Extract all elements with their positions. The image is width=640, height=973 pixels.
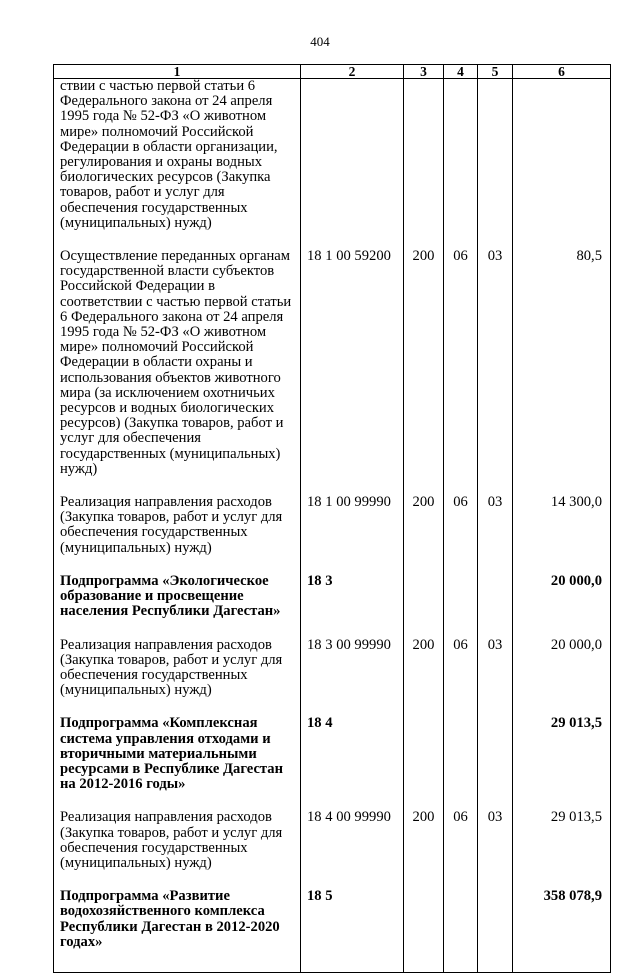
row-sum: 358 078,9: [513, 889, 611, 972]
row-rz: [444, 889, 478, 972]
row-rz: [444, 79, 478, 250]
row-pr: 03: [478, 495, 513, 574]
row-sum: [513, 79, 611, 250]
row-vr: 200: [404, 495, 444, 574]
page-number: 404: [310, 34, 330, 49]
row-name: Реализация направления расходов (Закупка товаров, работ и услуг для обеспечения государственных (муниципальных) нужд): [54, 495, 301, 574]
row-sum: 20 000,0: [513, 574, 611, 638]
row-pr: [478, 889, 513, 972]
row-vr: [404, 574, 444, 638]
header-col-2: 2: [301, 65, 404, 79]
subprogram-row: [54, 889, 611, 972]
header-col-3: 3: [404, 65, 444, 79]
table-row: [54, 79, 611, 250]
subprogram-row: [54, 716, 611, 810]
row-pr: 03: [478, 810, 513, 889]
row-pr: 03: [478, 638, 513, 717]
row-code: 18 5: [301, 889, 404, 972]
row-pr: [478, 574, 513, 638]
header-col-5: 5: [478, 65, 513, 79]
row-rz: [444, 574, 478, 638]
row-name: Подпрограмма «Комплексная система управления отходами и вторичными материальными ресурсами в Республике Дагестан на 2012-2016 годы»: [54, 716, 301, 810]
row-vr: [404, 889, 444, 972]
row-sum: 14 300,0: [513, 495, 611, 574]
budget-table: [53, 64, 611, 973]
row-name: Реализация направления расходов (Закупка товаров, работ и услуг для обеспечения государственных (муниципальных) нужд): [54, 810, 301, 889]
row-code: [301, 79, 404, 250]
table-row: [54, 249, 611, 495]
row-vr: 200: [404, 810, 444, 889]
row-sum: 80,5: [513, 249, 611, 495]
row-name: Подпрограмма «Экологическое образование и просвещение населения Республики Дагестан»: [54, 574, 301, 638]
row-code: 18 1 00 99990: [301, 495, 404, 574]
row-rz: 06: [444, 810, 478, 889]
header-col-4: 4: [444, 65, 478, 79]
subprogram-row: [54, 574, 611, 638]
row-sum: 29 013,5: [513, 810, 611, 889]
row-vr: 200: [404, 638, 444, 717]
table-row: [54, 638, 611, 717]
row-vr: 200: [404, 249, 444, 495]
row-name: Реализация направления расходов (Закупка товаров, работ и услуг для обеспечения государственных (муниципальных) нужд): [54, 638, 301, 717]
header-col-1: 1: [54, 65, 301, 79]
row-pr: [478, 79, 513, 250]
row-vr: [404, 79, 444, 250]
table-body: [54, 79, 611, 973]
row-rz: [444, 716, 478, 810]
row-sum: 29 013,5: [513, 716, 611, 810]
row-rz: 06: [444, 638, 478, 717]
row-pr: [478, 716, 513, 810]
row-rz: 06: [444, 495, 478, 574]
row-code: 18 4 00 99990: [301, 810, 404, 889]
row-name: Осуществление переданных органам государственной власти субъектов Российской Федерации в соответствии с частью первой статьи 6 Федерального закона от 24 апреля 1995 года № 52-ФЗ «О животном мире» полномочий Российской Федерации в области охраны и использования объектов животного мира (за исключением охотничьих ресурсов и водных биологических ресурсов) (Закупка товаров, работ и услуг для обеспечения государственных (муниципальных) нужд): [54, 249, 301, 495]
table-row: [54, 495, 611, 574]
row-code: 18 1 00 59200: [301, 249, 404, 495]
row-vr: [404, 716, 444, 810]
row-code: 18 3 00 99990: [301, 638, 404, 717]
row-name: ствии с частью первой статьи 6 Федерального закона от 24 апреля 1995 года № 52-ФЗ «О животном мире» полномочий Российской Федерации в области организации, регулирования и охраны водных биологических ресурсов (Закупка товаров, работ и услуг для обеспечения государственных (муниципальных) нужд): [54, 79, 301, 250]
row-pr: 03: [478, 249, 513, 495]
row-code: 18 4: [301, 716, 404, 810]
row-code: 18 3: [301, 574, 404, 638]
header-row: [54, 65, 611, 79]
row-sum: 20 000,0: [513, 638, 611, 717]
row-rz: 06: [444, 249, 478, 495]
header-col-6: 6: [513, 65, 611, 79]
table-row: [54, 810, 611, 889]
row-name: Подпрограмма «Развитие водохозяйственного комплекса Республики Дагестан в 2012-2020 годах»: [54, 889, 301, 972]
